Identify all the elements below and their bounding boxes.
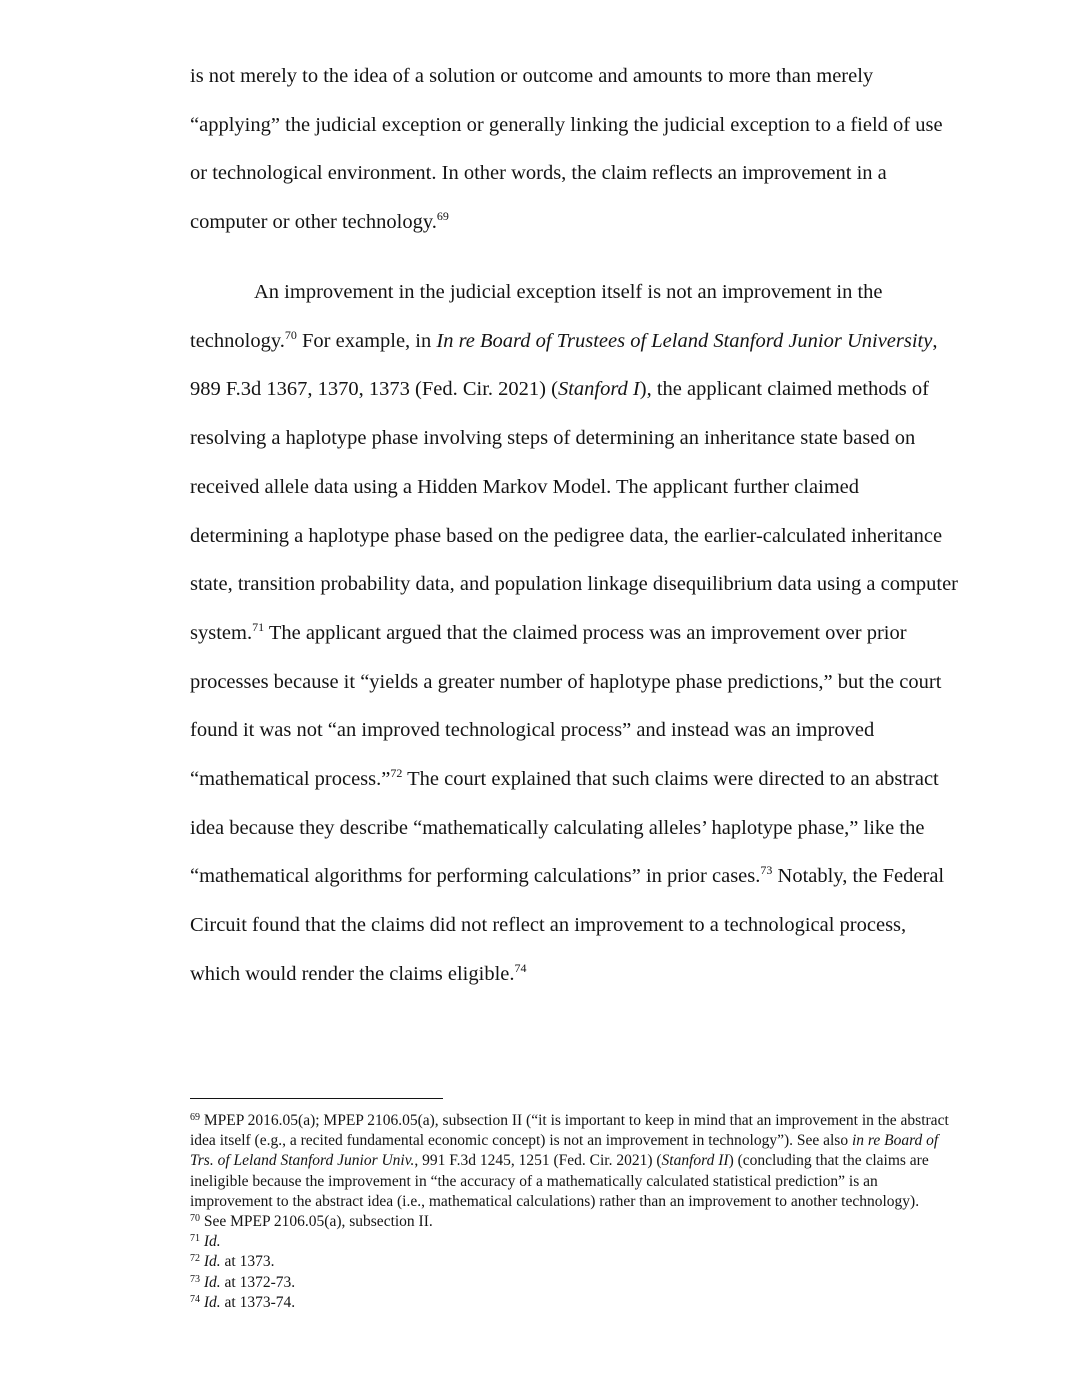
footnote-number: 71 (190, 1233, 200, 1245)
footnote-72 (190, 1252, 960, 1272)
footnote-70 (190, 1212, 960, 1232)
footnote-ref-70[interactable]: 70 (284, 327, 297, 342)
footnote-text: See MPEP 2106.05(a), subsection II. (200, 1213, 433, 1231)
paragraph-text: The court explained that such claims were directed to an abstract idea because they describe “mathematically calculating alleles’ haplotype phase,” like the “mathematical algorithms for performing calculations” in prior cases. (190, 768, 939, 888)
paragraph-text: Notably, the Federal Circuit found that the claims did not reflect an improvement to a technological process, which would render the claims eligible. (190, 865, 945, 985)
paragraph-text: For example, in (296, 329, 437, 352)
case-citation: In re Board of Trustees of Leland Stanford Junior University (436, 329, 933, 352)
paragraph-text: , 989 F.3d 1367, 1370, 1373 (Fed. Cir. 2021) ( (190, 329, 938, 401)
paragraph-text: is not merely to the idea of a solution or outcome and amounts to more than merely “applying” the judicial exception or generally linking the judicial exception to a field of use or technological environment. In other words, the claim reflects an improvement in a computer or other technology. (190, 65, 943, 234)
footnote-number: 70 (190, 1213, 200, 1225)
paragraph-text: ), the applicant claimed methods of resolving a haplotype phase involving steps of determining an inheritance state based on received allele data using a Hidden Markov Model. The applicant further claimed determining a haplotype phase based on the pedigree data, the earlier-calculated inheritance state, transition probability data, and population linkage disequilibrium data using a computer system. (190, 378, 959, 644)
case-short-name: Stanford II (661, 1152, 729, 1170)
body-paragraph-2 (190, 268, 960, 999)
footnote-number: 69 (190, 1112, 200, 1123)
id-citation: Id. (203, 1293, 221, 1311)
body-paragraph-1 (190, 52, 960, 247)
footnote-separator (190, 1098, 443, 1099)
footnote-ref-73[interactable]: 73 (760, 863, 773, 878)
footnote-number: 73 (190, 1273, 200, 1285)
footnote-number: 72 (190, 1253, 200, 1265)
paragraph-text: The applicant argued that the claimed process was an improvement over prior processes because it “yields a greater number of haplotype phase predictions,” but the court found it was not “an improved technological process” and instead was an improved “mathematical process.” (190, 621, 942, 791)
footnote-73 (190, 1273, 960, 1293)
footnote-text: ) (concluding that the claims are ineligible because the improvement in “the accuracy of a mathematically calculated statistical prediction” is an improvement to the abstract idea (i.e., mathematical calculations) rather than an improvement to another technology). (190, 1152, 929, 1210)
footnote-text: , 991 F.3d 1245, 1251 (Fed. Cir. 2021) ( (414, 1152, 662, 1170)
footnote-71 (190, 1232, 960, 1252)
footnote-number: 74 (190, 1293, 200, 1305)
id-citation: Id. (203, 1253, 221, 1271)
footnote-text: at 1373-74. (220, 1293, 296, 1311)
footnote-69 (190, 1111, 960, 1212)
footnote-text: MPEP 2016.05(a); MPEP 2106.05(a), subsection II (“it is important to keep in mind that an improvement in the abstract idea itself (e.g., a recited fundamental economic concept) is not an improvement in technology”). See also (190, 1112, 949, 1150)
footnote-ref-71[interactable]: 71 (252, 619, 265, 634)
footnote-ref-74[interactable]: 74 (514, 960, 527, 975)
footnote-text: at 1372-73. (220, 1273, 296, 1291)
paragraph-text: An improvement in the judicial exception itself is not an improvement in the technology. (190, 281, 883, 352)
footnote-ref-72[interactable]: 72 (390, 766, 403, 781)
id-citation: Id. (203, 1273, 221, 1291)
case-short-name: Stanford I (557, 378, 640, 401)
footnote-text: at 1373. (220, 1253, 275, 1271)
case-citation: in re Board of Trs. of Leland Stanford Junior Univ. (190, 1132, 939, 1170)
footnote-74 (190, 1293, 960, 1313)
footnotes-section (190, 1111, 960, 1313)
footnote-ref-69[interactable]: 69 (436, 209, 449, 224)
id-citation: Id. (203, 1233, 221, 1251)
